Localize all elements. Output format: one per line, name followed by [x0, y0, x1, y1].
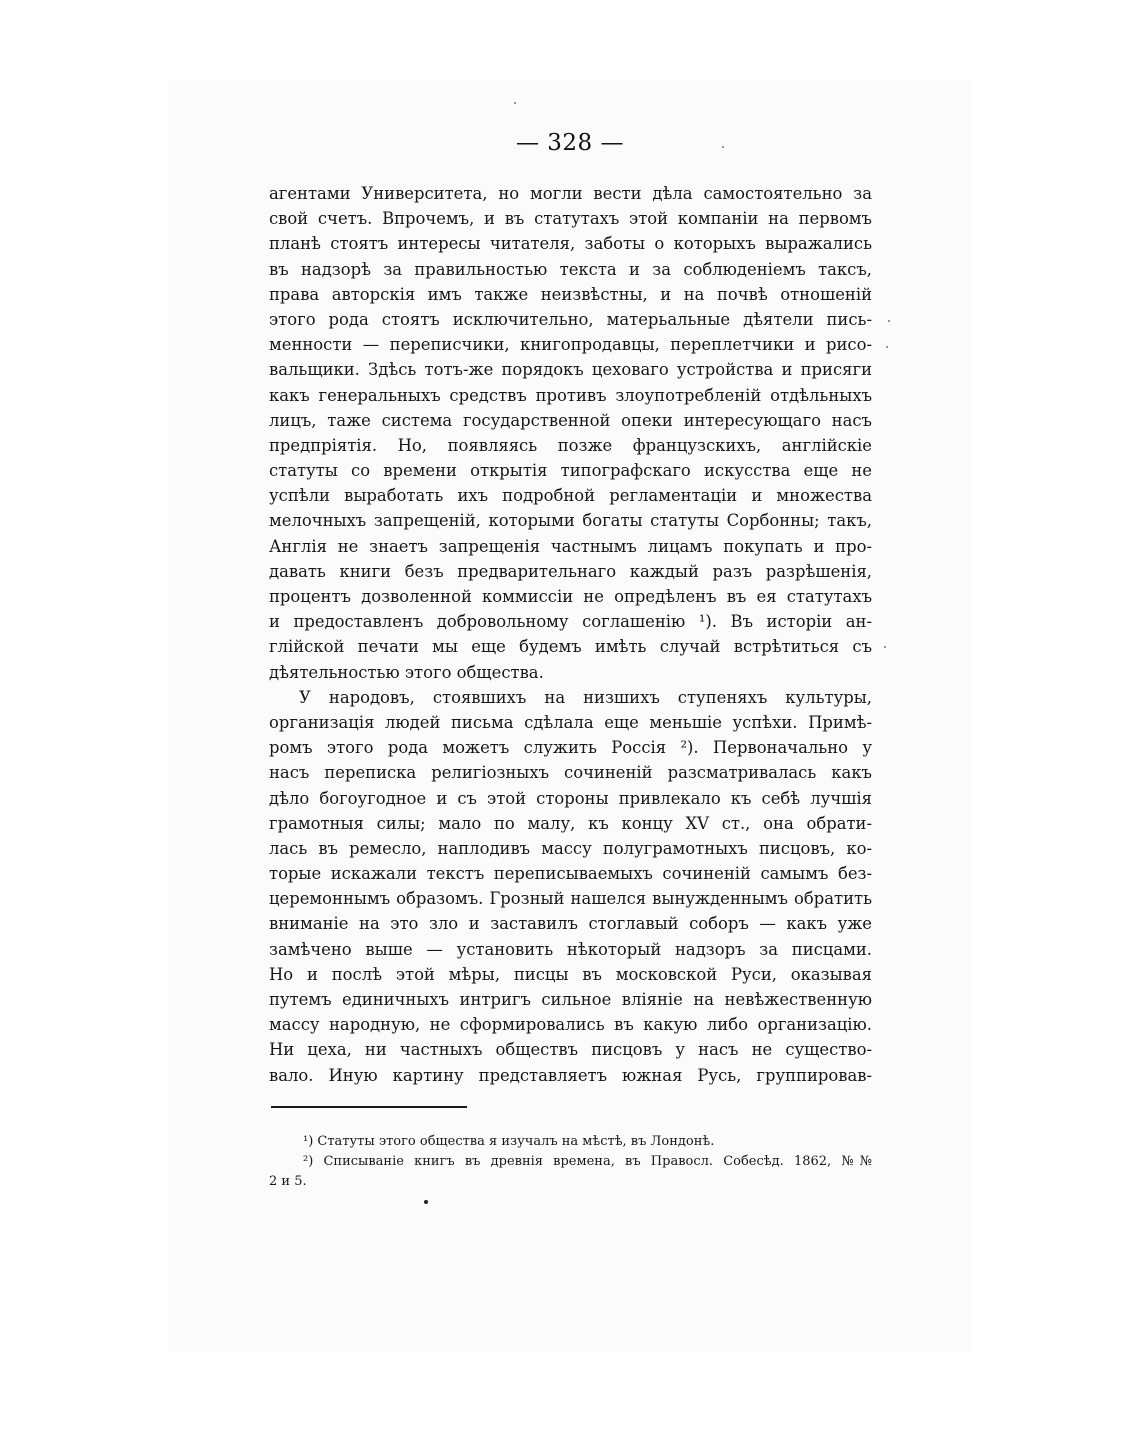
text-line: лицъ, таже система государственной опеки интересующаго насъ [269, 410, 872, 430]
text-line: путемъ единичныхъ интригъ сильное вліяніе на невѣжественную [269, 990, 872, 1009]
text-line: мелочныхъ запрещеній, которыми богаты статуты Сорбонны; такъ, [269, 511, 872, 531]
ink-speck [722, 146, 724, 148]
text-line: статуты со времени открытія типографскаго искусства еще не [269, 461, 872, 481]
text-line: дѣятельностью этого общества. [269, 662, 544, 682]
text-line: Но и послѣ этой мѣры, писцы въ московской Руси, оказывая [269, 964, 872, 984]
text-line: Ни цеха, ни частныхъ обществъ писцовъ у насъ не существо- [269, 1040, 872, 1060]
text-line: какъ генеральныхъ средствъ противъ злоупотребленій отдѣльныхъ [269, 385, 872, 405]
text-line: этого рода стоятъ исключительно, матерьальные дѣятели пись- [269, 309, 872, 329]
text-line: Англія не знаетъ запрещенія частнымъ лицамъ покупать и про- [269, 536, 872, 556]
footnote-divider [271, 1106, 467, 1108]
text-line: предпріятія. Но, появляясь позже французскихъ, англійскіе [269, 435, 872, 455]
page-number: — 328 — [515, 130, 625, 156]
main-text [269, 181, 872, 1088]
text-line: глійской печати мы еще будемъ имѣть случай встрѣтиться съ [269, 637, 872, 657]
text-line: свой счетъ. Впрочемъ, и въ статутахъ этой компаніи на первомъ [269, 209, 872, 229]
text-line: церемоннымъ образомъ. Грозный нашелся вынужденнымъ обратить [269, 889, 872, 909]
ink-speck [886, 346, 888, 348]
text-line: У народовъ, стоявшихъ на низшихъ ступеняхъ культуры, [299, 687, 872, 707]
text-line: грамотныя силы; мало по малу, къ концу XV ст., она обрати- [269, 813, 872, 833]
ink-speck [888, 320, 890, 322]
footnote-line: ¹) Статуты этого общества я изучалъ на мѣстѣ, въ Лондонѣ. [303, 1134, 715, 1149]
text-line: дѣло богоугодное и съ этой стороны привлекало къ себѣ лучшія [269, 788, 872, 808]
text-line: организація людей письма сдѣлала еще меньшіе успѣхи. Примѣ- [269, 712, 872, 732]
text-line: давать книги безъ предварительнаго каждый разъ разрѣшенія, [269, 561, 872, 581]
footnote-line: 2 и 5. [269, 1174, 307, 1189]
ink-speck [424, 1200, 428, 1204]
text-line: успѣли выработать ихъ подробной регламентаціи и множества [269, 486, 872, 506]
text-line: процентъ дозволенной коммиссіи не опредѣленъ въ ея статутахъ [269, 587, 872, 606]
text-line: лась въ ремесло, наплодивъ массу полуграмотныхъ писцовъ, ко- [269, 838, 872, 858]
text-line: и предоставленъ добровольному соглашенію ¹). Въ исторіи ан- [269, 612, 872, 632]
footnote-line: ²) Списываніе книгъ въ древнія времена, въ Правосл. Собесѣд. 1862, №№ [303, 1154, 872, 1169]
footnotes [269, 1132, 872, 1192]
text-line: права авторскія имъ также неизвѣстны, и на почвѣ отношеній [269, 284, 872, 304]
ink-speck [514, 102, 516, 104]
text-line: агентами Университета, но могли вести дѣла самостоятельно за [269, 184, 872, 203]
text-line: менности — переписчики, книгопродавцы, переплетчики и рисо- [269, 335, 872, 355]
text-line: вниманіе на это зло и заставилъ стоглавый соборъ — какъ уже [269, 914, 872, 934]
text-line: торые искажали текстъ переписываемыхъ сочиненій самымъ без- [269, 864, 872, 884]
text-line: насъ переписка религіозныхъ сочиненій разсматривалась какъ [269, 763, 872, 783]
ink-speck [884, 646, 886, 648]
text-line: въ надзорѣ за правильностью текста и за соблюденіемъ таксъ, [269, 259, 872, 279]
text-line: массу народную, не сформировались въ какую либо организацію. [269, 1015, 872, 1035]
text-line: замѣчено выше — установить нѣкоторый надзоръ за писцами. [269, 939, 872, 959]
text-line: вало. Иную картину представляетъ южная Русь, группировав- [269, 1065, 872, 1085]
book-page [168, 80, 972, 1352]
text-line: ромъ этого рода можетъ служить Россія ²). Первоначально у [269, 738, 872, 758]
text-line: вальщики. Здѣсь тотъ-же порядокъ цеховаго устройства и присяги [269, 360, 872, 380]
text-line: планѣ стоятъ интересы читателя, заботы о которыхъ выражались [269, 234, 872, 254]
